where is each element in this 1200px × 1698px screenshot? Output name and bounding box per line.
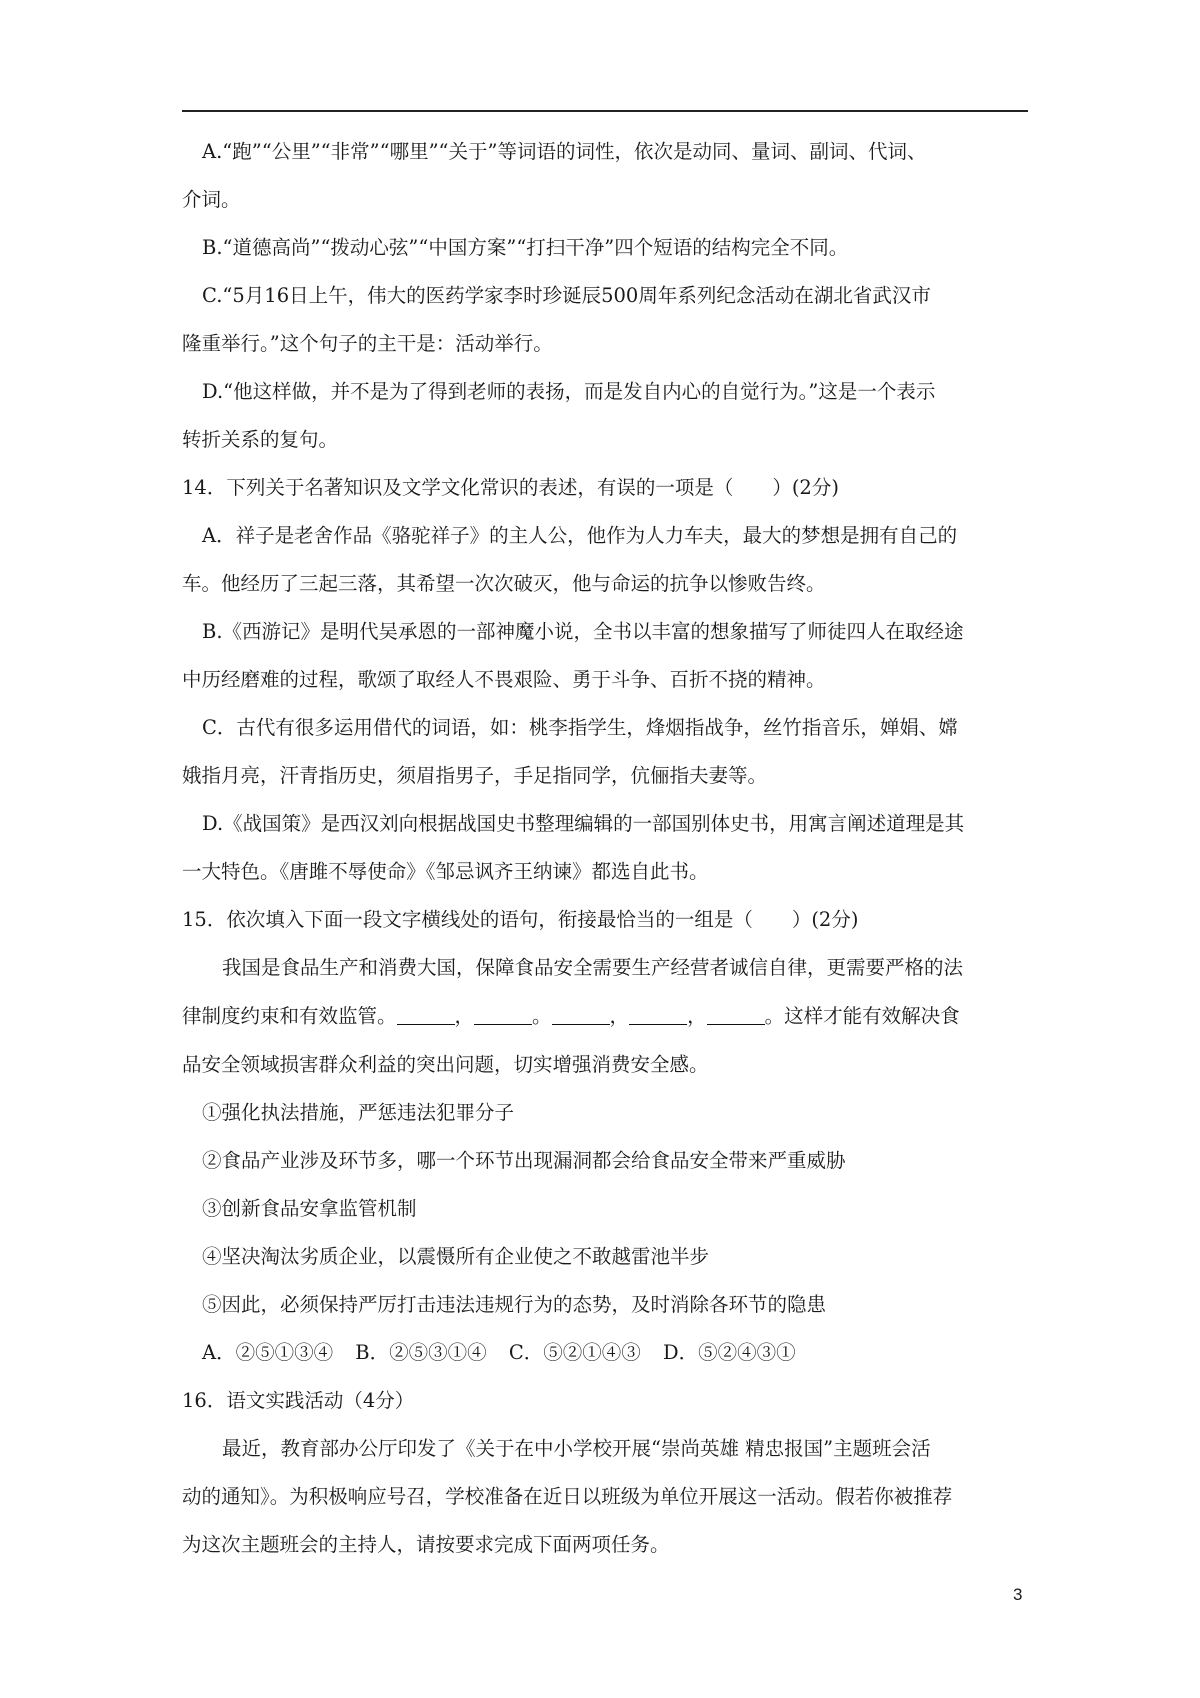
page-content [182,140,1028,1557]
fill-blank [474,1004,532,1025]
q15-sentence-4: ④坚决淘汰劣质企业，以震慑所有企业使之不敢越雷池半步 [202,1244,710,1268]
q15-paragraph-line2 [182,1004,1028,1029]
q14-option-a-line1: A．祥子是老舍作品《骆驼祥子》的主人公，他作为人力车夫，最大的梦想是拥有自己的 [202,524,958,547]
fill-blank [552,1004,610,1025]
q13-option-c-line2: 隆重举行。”这个句子的主干是：活动举行。 [182,332,553,355]
period: 。 [764,1004,785,1028]
q13-option-a-line2: 介词。 [182,188,241,211]
q15-stem: 15．依次填入下面一段文字横线处的语句，衔接最恰当的一组是（ ）(2分) [182,908,859,931]
q15-option-d: D．⑤②④③① [662,1340,796,1364]
q14-option-b-line2: 中历经磨难的过程，歌颂了取经人不畏艰险、勇于斗争、百折不挠的精神。 [182,668,826,691]
q15-sentence-3: ③创新食品安拿监管机制 [202,1196,417,1220]
q15-sentence-5: ⑤因此，必须保持严厉打击违法违规行为的态势，及时消除各环节的隐患 [202,1292,827,1316]
q13-option-b: B.“道德高尚”“拨动心弦”“中国方案”“打扫干净”四个短语的结构完全不同。 [202,236,849,259]
fill-blank [397,1004,455,1025]
fill-blank [707,1004,765,1025]
q15-sentence-2: ②食品产业涉及环节多，哪一个环节出现漏洞都会给食品安全带来严重威胁 [202,1148,846,1172]
q14-option-b-line1: B.《西游记》是明代吴承恩的一部神魔小说，全书以丰富的想象描写了师徒四人在取经途 [202,620,964,643]
q14-option-a-line2: 车。他经历了三起三落，其希望一次次破灭，他与命运的抗争以惨败告终。 [182,572,826,595]
q13-option-d-line2: 转折关系的复句。 [182,428,339,451]
q14-option-d-line1: D.《战国策》是西汉刘向根据战国史书整理编辑的一部国别体史书，用寓言阐述道理是其 [202,812,965,835]
q15-paragraph-line2-text: 律制度约束和有效监管。 [182,1004,397,1028]
q15-sentence-1: ①强化执法措施，严惩违法犯罪分子 [202,1100,515,1124]
comma: ， [609,1004,630,1028]
fill-blank [629,1004,687,1025]
q14-option-d-line2: 一大特色。《唐雎不辱使命》《邹忌讽齐王纳谏》都选自此书。 [182,860,709,883]
q15-option-b: B．②⑤③①④ [355,1340,487,1364]
q15-paragraph-line3: 品安全领域损害群众利益的突出问题，切实增强消费安全感。 [182,1052,709,1076]
q16-paragraph-line2: 动的通知》。为积极响应号召，学校准备在近日以班级为单位开展这一活动。假若你被推荐 [182,1484,953,1508]
q16-paragraph-line1: 最近，教育部办公厅印发了《关于在中小学校开展“崇尚英雄 精忠报国”主题班会活 [222,1436,931,1460]
q13-option-d-line1: D.“他这样做，并不是为了得到老师的表扬，而是发自内心的自觉行为。”这是一个表示 [202,380,936,403]
header-rule [182,110,1028,112]
q14-option-c-line2: 娥指月亮，汗青指历史，须眉指男子，手足指同学，伉俪指夫妻等。 [182,764,768,787]
comma: ， [687,1004,707,1028]
q14-option-c-line1: C．古代有很多运用借代的词语，如：桃李指学生，烽烟指战争，丝竹指音乐，婵娟、嫦 [202,716,958,739]
period: 。 [532,1004,552,1028]
q15-paragraph-line2-tail: 这样才能有效解决食 [784,1004,960,1028]
q14-stem: 14．下列关于名著知识及文学文化常识的表述，有误的一项是（ ）(2分) [182,476,839,499]
q15-option-c: C．⑤②①④③ [508,1340,641,1364]
q15-options [182,1341,1028,1365]
q13-option-a-line1: A.“跑”“公里”“非常”“哪里”“关于”等词语的词性，依次是动同、量词、副词、代词、 [202,140,927,163]
q16-stem: 16．语文实践活动（4分） [182,1388,415,1412]
comma: ， [454,1004,475,1028]
q15-option-a: A．②⑤①③④ [202,1340,334,1364]
page-number: 3 [1013,1585,1023,1604]
q16-paragraph-line3: 为这次主题班会的主持人，请按要求完成下面两项任务。 [182,1532,670,1556]
q15-paragraph-line1: 我国是食品生产和消费大国，保障食品安全需要生产经营者诚信自律，更需要严格的法 [222,956,964,979]
q13-option-c-line1: C.“5月16日上午，伟大的医药学家李时珍诞辰500周年系列纪念活动在湖北省武汉市 [202,284,931,307]
